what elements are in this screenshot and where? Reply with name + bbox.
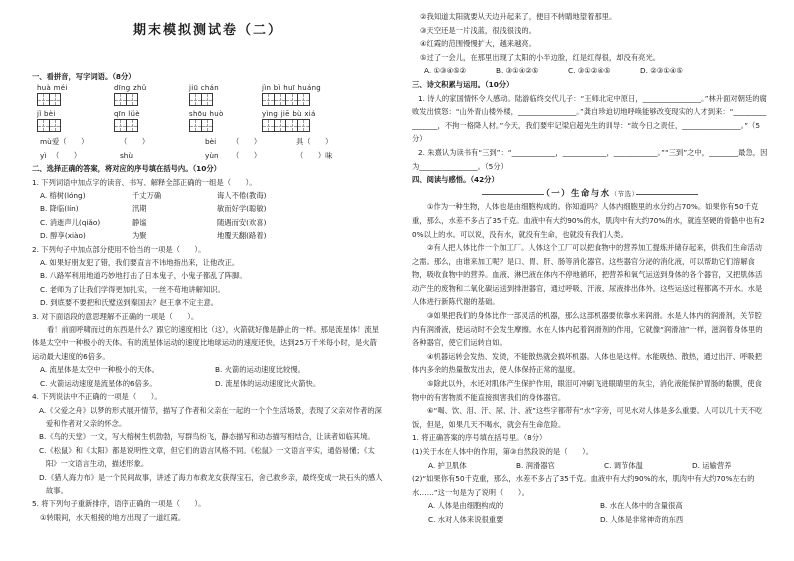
option-c-part: 静谧 (132, 217, 147, 227)
reading-paragraph: ⑥“喝、饮、泪、汗、尿、汁、液”这些字都带有“水”字旁，可见水对人体是多么重要。人可以几十天不吃饭，但是，如果几天不喝水，就会有生命危险。 (412, 406, 763, 429)
sub-question-stem: (1)关于水在人体中的作用，第③自然段说的是（ ）。 (412, 447, 594, 456)
pinyin-item (262, 109, 316, 132)
homophone-cell: 具（ ） (296, 137, 333, 147)
homophone-cell: shù (120, 150, 134, 160)
pinyin-row (32, 83, 384, 109)
writing-grid (37, 93, 68, 106)
pinyin-item (37, 83, 68, 106)
writing-grid (189, 119, 224, 132)
option-row (32, 377, 384, 390)
option-c-part: 随遇而安(欢喜) (217, 217, 267, 227)
reading-paragraph: ①作为一种生物，人体也是由细胞构成的。你知道吗？人体内细胞里的水分约占70%。如果你有50千克重，那么，水差不多占了35千克。血液中有大约90%的水，肌肉中有大约70%的水，就连坚硬的骨骼中也有20%以上的水。可以说，没有水，就没有生命，也就没有我们人类。 (412, 202, 765, 239)
fill-in-question: 1. 诗人的家国情怀令人感动。陆游临终交代儿子：“王师北定中原日，________________。”林升面对朝廷的腐败发出愤怒：“山外青山楼外楼，________________。”龚自珍迫切地呼唤能够改变现实的人才到来：“________________，不拘一格降人材。”今天，我们要牢记梁启超先生的训导：“故今日之责任，________________。”（5分） (412, 93, 767, 144)
writing-grid-box (114, 119, 127, 132)
writing-grid-box (37, 93, 50, 106)
pinyin-text: jiū chán (189, 84, 219, 93)
option-d-part: 为聚 (132, 231, 147, 241)
sentence-item: ③天空还是一片浅蓝，很浅很浅的。 (420, 25, 536, 35)
section-heading-poetry: 三、诗文积累与运用。（10分） (412, 79, 514, 89)
pinyin-text: yìng jiē bù xiá (262, 110, 316, 119)
option-d: D. 运输营养 (692, 460, 732, 470)
option-a: A. 如果好朋友犯了错，我们要直言不讳地指出来，让他改正。 (40, 258, 240, 268)
writing-grid (114, 93, 146, 106)
option-row (32, 189, 384, 202)
option-row (32, 202, 384, 215)
writing-grid-box (274, 93, 287, 106)
writing-grid-box (49, 119, 62, 132)
homophone-cell: （ ）味 (296, 150, 333, 160)
option-d: D. 到底要不要把和氏璧送到秦国去？赵王拿不定主意。 (40, 298, 219, 308)
writing-grid-box (285, 93, 298, 106)
homophone-cell: （ ） (120, 137, 150, 147)
option-a: A. ①③④⑤② (424, 66, 467, 76)
option-b-part: 敏而好学(聪敏) (217, 204, 267, 214)
option-d: D. 流星体的运动速度比火箭快。 (215, 378, 321, 388)
option-a: A. 人体是由细胞构成的 (428, 501, 504, 511)
section-heading-choice: 二、选择正确的答案，将对应的序号填在括号内。（10分） (32, 164, 221, 174)
writing-grid (37, 119, 60, 132)
option-row (32, 229, 384, 242)
homophone-cell: （ ） (52, 150, 82, 160)
pinyin-text: dīng zhǔ (114, 84, 147, 93)
option-d-part: D. 醇享(xiào) (40, 231, 86, 241)
writing-grid-box (262, 93, 275, 106)
option-b-part: 汛期 (132, 204, 147, 214)
homophone-cell: yì (40, 150, 47, 160)
pinyin-item (189, 109, 224, 132)
option-d: D.《猎人海力布》是一个民间故事，讲述了海力布救龙女获得宝石，舍己救乡亲，最终变成一块石头的感人故事。 (39, 472, 383, 495)
option-a: A. 流星体是太空中一种极小的天体。 (40, 365, 159, 375)
question-stem: 4. 下列说法中不正确的一项是（ ）。 (32, 392, 162, 402)
title-rule-right (636, 194, 698, 195)
writing-grid-box (201, 119, 214, 132)
option-b: B. 水在人体中的含量很高 (600, 501, 683, 511)
right-column (412, 0, 768, 561)
option-d-part: 地覆天翻(路着) (217, 231, 267, 241)
writing-grid-box (274, 119, 287, 132)
option-b: B. ③①④②⑤ (496, 66, 539, 76)
option-a-part: 千丈万确 (132, 191, 162, 200)
homophone-row (32, 135, 384, 148)
option-row (412, 459, 768, 473)
pinyin-item (189, 83, 219, 106)
option-row (32, 363, 384, 376)
pinyin-text: shōu huò (189, 110, 224, 119)
sentence-item: ④红霞的范围慢慢扩大，越来越亮。 (420, 39, 536, 49)
sentence-item: ①转眼间，水天相接的地方出现了一道红霞。 (40, 512, 186, 522)
reading-paragraph: ⑤除此以外，水还对肌体产生保护作用，眼泪可冲刷飞进眼睛里的灰尘，消化液能保护胃肠的黏膜，使食物中的有害物质不能直接损害我们的身体器官。 (412, 379, 762, 402)
writing-grid-box (189, 93, 202, 106)
reading-paragraph: ②有人把人体比作一个加工厂。人体这个工厂可以把食物中的营养加工提炼并储存起来，供我们生命活动之需。那么，由谁来加工呢？是口、胃、肝、肠等消化器官。这些器官分泌的消化液，可以帮助它们溶解食物，吸收食物中的营养。血液、淋巴液在体内不停地循环，把营养和氧气运送到身体的各个器官，又把肌体活动产生的废物和二氧化碳运送到排泄器官，通过呼吸、汗液、尿液排出体外。这些运送过程都离不开水。水是人体进行新陈代谢的基础。 (412, 243, 763, 307)
writing-grid-box (189, 119, 202, 132)
reading-title-note: （节选） (610, 189, 639, 198)
homophone-cell: 爱（ ） (52, 137, 89, 147)
homophone-cell: （ ） (232, 137, 262, 147)
pinyin-text: huà méi (37, 84, 68, 93)
sentence-item: ⑤过了一会儿，在那里出现了太阳的小半边脸，红是红得很，却没有亮光。 (420, 52, 661, 62)
writing-grid-box (201, 93, 214, 106)
option-b-part: B. 降临(lín) (40, 204, 79, 214)
left-column (32, 0, 384, 561)
option-b: B. 火箭的运动速度比较慢。 (215, 365, 305, 375)
homophone-cell: bèi (205, 137, 217, 147)
option-c-part: C. 消逝声儿(qiǎo) (40, 217, 101, 227)
pinyin-item (114, 83, 146, 106)
reading-title-text: （一）生命与水 (541, 187, 611, 198)
option-a: A.《父爱之舟》以梦的形式展开情节，描写了作者和父亲在一起的一个个生活场景，表现了父亲对作者的深爱和作者对父亲的怀念。 (39, 405, 382, 428)
option-row (412, 513, 768, 527)
writing-grid-box (114, 93, 127, 106)
writing-grid-box (297, 93, 310, 106)
section-heading-pinyin: 一、看拼音，写字词语。（8分） (32, 72, 136, 81)
option-row (32, 216, 384, 229)
writing-grid (262, 119, 316, 132)
writing-grid-box (126, 93, 139, 106)
pinyin-text: qīn lüè (114, 110, 140, 119)
question-stem: 1. 将正确答案的序号填在括号里。（8分） (412, 433, 547, 443)
question-stem: 5. 将下列句子重新排序，语序正确的一项是（ ）。 (32, 499, 206, 509)
option-a: A. 护卫肌体 (428, 460, 467, 470)
option-d: D. ②③①④⑤ (640, 66, 683, 76)
option-c: C. 火箭运动速度是流星体的6倍多。 (40, 378, 157, 388)
question-stem: 1. 下列词语中加点字的读音、书写、解释全部正确的一组是（ ）。 (32, 177, 257, 187)
homophone-cell: mù (40, 137, 52, 147)
option-b: B.《鸟的天堂》一文，写大榕树生机勃勃，写群鸟纷飞，静态描写和动态描写相结合，让读者如临其境。 (39, 432, 375, 442)
section-heading-reading: 四、阅读与感悟。（42分） (412, 175, 499, 185)
homophone-cell: yùn (205, 150, 219, 160)
option-c: C. 调节体温 (604, 460, 643, 470)
option-a-part: A. 榕树(lóng) (40, 191, 86, 200)
homophone-cell: （ ） (232, 150, 262, 160)
question-passage: 看！前面呼啸而过的东西是什么？跟它的速度相比（这），火箭就好像是静止的一样。那是流星体！流星体是太空中一种极小的天体。有的流星体运动的速度比地球运动的速度还快，达到25万千米每小时，是火箭运动最大速度的6倍多。 (32, 325, 380, 361)
reading-paragraph: ③如果把我们的身体比作一部灵活的机器，那么这部机器要依靠水来润滑。水是人体内的润滑剂，关节腔内有润滑液，使运动时不会发生摩擦。水在人体内起着润滑剂的作用，它就像“润滑油”一样，滋润着身体里的各种器官，使它们运转自如。 (412, 311, 763, 348)
writing-grid-box (37, 119, 50, 132)
writing-grid (189, 93, 219, 106)
question-stem: 3. 对下面语段的意思理解不正确的一项是（ ）。 (32, 311, 199, 321)
writing-grid-box (262, 119, 275, 132)
sub-question-stem: (2)“如果你有50千克重，那么，水差不多占了35千克。血液中有大约90%的水，肌肉中有大约70%左右的水……”这一句是为了说明（ ）。 (412, 474, 755, 497)
writing-grid (262, 93, 321, 106)
page-title: 期末模拟测试卷（二） (132, 23, 283, 38)
writing-grid-box (126, 119, 139, 132)
option-c: C.《松鼠》和《太阳》都是说明性文章，但它们的语言风格不同。《松鼠》一文语言平实，通俗易懂；《太阳》一文语言生动，描述形象。 (39, 445, 375, 469)
title-rule-left (482, 194, 544, 195)
sentence-item: ②我知道太阳就要从天边升起来了，便目不转睛地望着那里。 (420, 12, 617, 21)
option-a-part: 诲人不倦(教诲) (217, 191, 267, 200)
option-b: B. 八路军利用地道巧妙地打击了日本鬼子，小鬼子都乱了阵脚。 (40, 271, 247, 281)
option-b: B. 润滑器官 (516, 460, 555, 470)
writing-grid-box (285, 119, 298, 132)
writing-grid-box (297, 119, 310, 132)
pinyin-text: jìn bì huī huáng (262, 84, 322, 93)
option-c: C. 老师为了让我们学得更加扎实，一丝不苟地讲解知识。 (40, 284, 225, 294)
reading-paragraph: ④机器运转会发热、发烫，不能散热就会损坏机器。人体也是这样。水能吸热、散热，通过出汗、呼吸把体内多余的热量散发出去，使人体保持正常的温度。 (412, 351, 762, 375)
pinyin-text: jǐ bèi (37, 110, 56, 119)
pinyin-item (262, 83, 321, 106)
reading-title (412, 187, 768, 201)
fill-in-question: 2. 朱熹认为读书有“三到”：“____________，____________，____________。”“三到”之中，________最急，因为________________。（5分） (412, 147, 768, 171)
option-c: C. 水对人体来说很重要 (428, 514, 504, 524)
question-stem: 2. 下列句子中加点部分使用不恰当的一项是（ ）。 (32, 244, 206, 254)
pinyin-item (114, 109, 140, 132)
pinyin-item (37, 109, 60, 132)
option-row (412, 499, 768, 513)
option-row (412, 64, 768, 78)
homophone-row (32, 149, 384, 162)
option-c: C. ③①②④⑤ (568, 66, 611, 76)
option-d: D. 人体是非常神奇的东西 (600, 514, 684, 524)
pinyin-row (32, 109, 384, 135)
writing-grid-box (49, 93, 62, 106)
writing-grid (114, 119, 140, 132)
